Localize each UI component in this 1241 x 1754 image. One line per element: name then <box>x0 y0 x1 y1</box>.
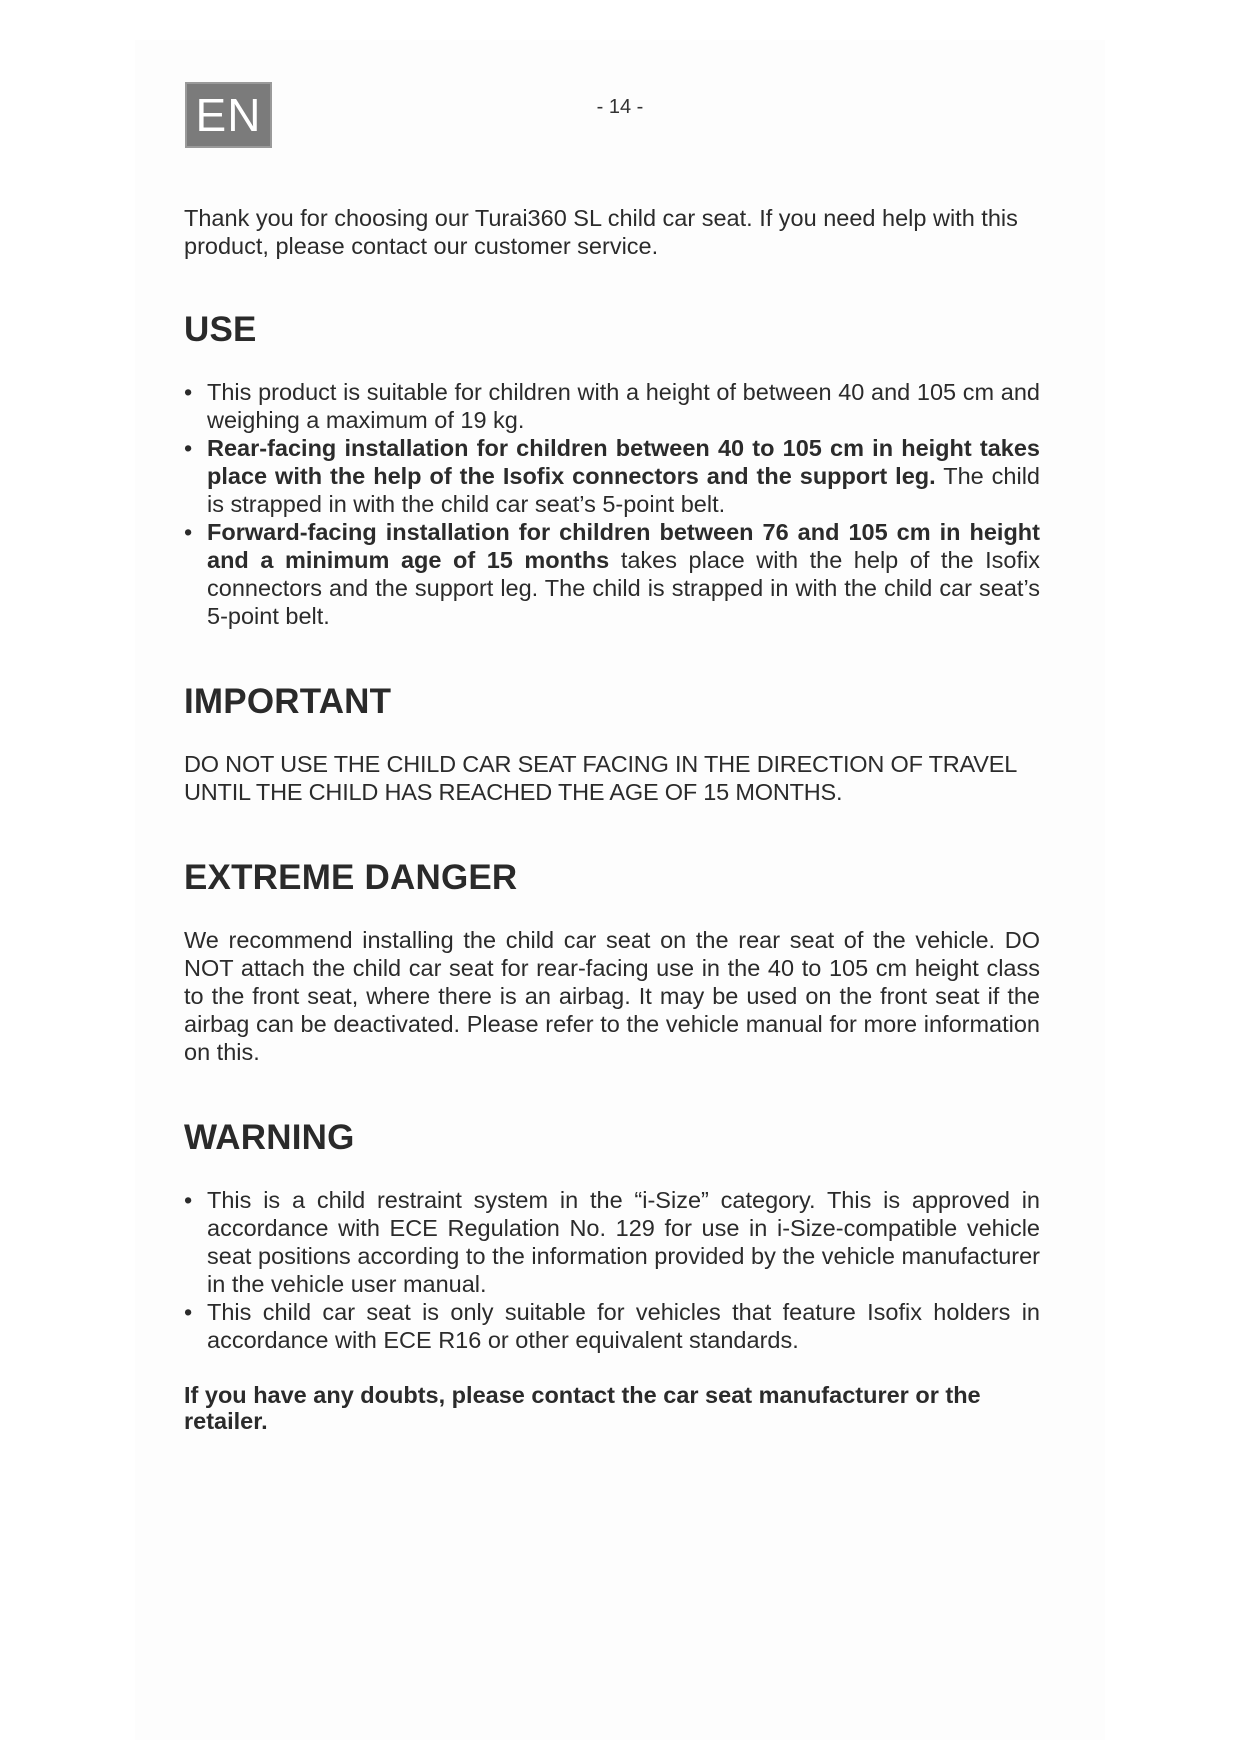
section-title-extreme-danger: EXTREME DANGER <box>184 858 518 897</box>
use-bullet-3 <box>184 518 1040 630</box>
section-important <box>184 682 1040 806</box>
section-title-use: USE <box>184 310 257 349</box>
use-bullet-3-text: takes place with the help of the Isofix connectors and the support leg. The child is strapped in with the child car seat’s 5-point belt. <box>207 547 1040 629</box>
section-title-important: IMPORTANT <box>184 682 392 721</box>
closing-note: If you have any doubts, please contact the car seat manufacturer or the retailer. <box>184 1382 981 1434</box>
use-bullet-3-bold: Forward-facing installation for children between 76 and 105 cm in height and a minimum age of 15 months <box>207 519 1040 573</box>
use-bullet-list <box>184 378 1040 630</box>
intro-paragraph: Thank you for choosing our Turai360 SL child car seat. If you need help with this product, please contact our customer service. <box>184 205 1018 259</box>
important-text: DO NOT USE THE CHILD CAR SEAT FACING IN THE DIRECTION OF TRAVEL UNTIL THE CHILD HAS REACHED THE AGE OF 15 MONTHS. <box>184 751 1017 805</box>
warning-bullet-1: • This is a child restraint system in the “i-Size” category. This is approved in accordance with ECE Regulation No. 129 for use in i-Size-compatible vehicle seat positions according to the information provided by the vehicle manufacturer in the vehicle user manual. <box>184 1186 1040 1298</box>
language-badge: EN <box>185 82 272 148</box>
section-extreme-danger <box>184 858 1040 1066</box>
use-bullet-2-text: The child is strapped in with the child car seat’s 5-point belt. <box>207 463 1040 517</box>
page-number: - 14 - <box>596 96 644 118</box>
warning-bullet-2: • This child car seat is only suitable for vehicles that feature Isofix holders in accordance with ECE R16 or other equivalent standards. <box>184 1298 1040 1354</box>
use-bullet-2-bold: Rear-facing installation for children between 40 to 105 cm in height takes place with the help of the Isofix connectors and the support leg. <box>207 435 1040 489</box>
extreme-danger-text: We recommend installing the child car seat on the rear seat of the vehicle. DO NOT attach the child car seat for rear-facing use in the 40 to 105 cm height class to the front seat, where there is an airbag. It may be used on the front seat if the airbag can be deactivated. Please refer to the vehicle manual for more information on this. <box>184 927 1040 1065</box>
use-bullet-1: • This product is suitable for children with a height of between 40 and 105 cm and weighing a maximum of 19 kg. <box>184 378 1040 434</box>
warning-bullet-list <box>184 1186 1040 1354</box>
use-bullet-2 <box>184 434 1040 518</box>
section-title-warning: WARNING <box>184 1118 355 1157</box>
section-warning <box>184 1118 1040 1434</box>
document-body <box>184 204 1040 1434</box>
section-use <box>184 310 1040 630</box>
